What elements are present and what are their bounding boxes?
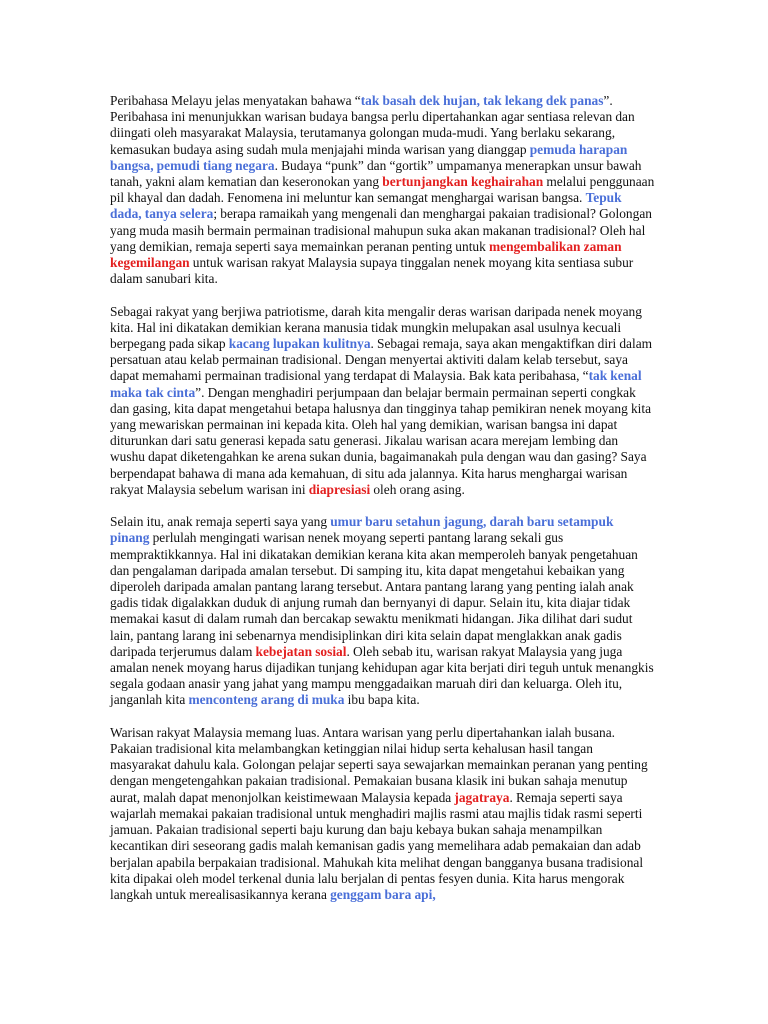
body-text: melalui penggunaan pil khayal dan dadah. Fenomena ini meluntur kan semangat menghargai warisan bangsa. <box>110 174 655 206</box>
paragraph-2 <box>110 304 655 498</box>
body-text: oleh orang asing. <box>370 481 465 497</box>
keyword-highlight: jagatraya <box>454 789 510 805</box>
idiom-highlight: umur baru setahun jagung, darah baru setampuk pinang <box>110 514 614 546</box>
body-text: ”. Dengan menghadiri perjumpaan dan belajar bermain permainan seperti congkak dan gasing, kita dapat mengetahui betapa halusnya dan tingginya tahap pemikiran nenek moyang kita yang mewariskan permainan ini kepada kita. Oleh hal yang demikian, warisan bangsa ini dapat diturunkan dari satu generasi kepada satu generasi. Jikalau warisan acara merejam lembing dan wushu dapat diketengahkan ke arena sukan dunia, bagaimanakah pula dengan wau dan gasing? Saya berpendapat bahawa di mana ada kemahuan, di situ ada jalannya. Kita harus menghargai warisan rakyat Malaysia sebelum warisan ini <box>110 384 652 497</box>
body-text: perlulah mengingati warisan nenek moyang seperti pantang larang sekali gus mempraktikkannya. Hal ini dikatakan demikian kerana kita akan memperoleh banyak pengetahuan dan pengalaman daripada amalan tersebut. Di samping itu, kita dapat mengetahui kebaikan yang diperoleh daripada amalan pantang larang tersebut. Antara pantang larang yang penting ialah anak gadis tidak digalakkan duduk di anjung rumah dan bernyanyi di dapur. Selain itu, kita diajar tidak memakai kasut di dalam rumah dan bercakap sewaktu menikmati hidangan. Jika dilihat dari sudut lain, pantang larang ini sebenarnya mendisiplinkan diri kita selain dapat menglakkan anak gadis daripada terjerumus dalam <box>110 530 638 659</box>
body-text: . Budaya “punk” dan “gortik” umpamanya menerapkan unsur bawah tanah, yakni alam kematian dan keseronokan yang <box>110 157 642 190</box>
paragraph-3 <box>110 514 655 708</box>
keyword-highlight: diapresiasi <box>308 481 371 497</box>
paragraph-4 <box>110 725 655 903</box>
idiom-highlight: genggam bara api, <box>330 886 436 902</box>
keyword-highlight: kebejatan sosial <box>255 643 347 659</box>
body-text: Selain itu, anak remaja seperti saya yang <box>110 514 331 530</box>
idiom-highlight: Tepuk dada, tanya selera <box>110 190 622 222</box>
body-text: ”. Peribahasa ini menunjukkan warisan budaya bangsa perlu dipertahankan agar sentiasa relevan dan diingati oleh masyarakat Malaysia, terutamanya golongan muda-mudi. Yang berlaku sekarang, kemasukan budaya asing sudah mula menjajahi minda warisan yang dianggap <box>110 93 635 157</box>
paragraph-1 <box>110 93 655 287</box>
body-text: Peribahasa Melayu jelas menyatakan bahawa “ <box>110 93 361 108</box>
body-text: . Sebagai remaja, saya akan mengaktifkan diri dalam persatuan atau kelab permainan tradisional. Dengan menyertai aktiviti dalam kelab tersebut, saya dapat memahami permainan tradisional yang terdapat di Malaysia. Bak kata peribahasa, “ <box>110 336 653 384</box>
body-text: Warisan rakyat Malaysia memang luas. Antara warisan yang perlu dipertahankan ialah busana. Pakaian tradisional kita melambangkan ketinggian nilai hidup serta kehalusan hasil tangan masyarakat dahulu kala. Golongan pelajar seperti saya sewajarkan memainkan peranan yang penting dengan mengetengahkan pakaian tradisional. Pemakaian busana klasik ini bukan sahaja menutup aurat, malah dapat menonjolkan keistimewaan Malaysia kepada <box>110 724 648 805</box>
body-text: ; berapa ramaikah yang mengenali dan menghargai pakaian tradisional? Golongan yang muda masih bermain permainan tradisional mahupun suka akan makanan tradisional? Oleh hal yang demikian, remaja seperti saya memainkan peranan penting untuk <box>110 206 652 254</box>
keyword-highlight: bertunjangkan keghairahan <box>382 174 544 190</box>
body-text: ibu bapa kita. <box>344 692 420 708</box>
body-text: untuk warisan rakyat Malaysia supaya tinggalan nenek moyang kita sentiasa subur dalam sanubari kita. <box>110 255 634 287</box>
idiom-highlight: menconteng arang di muka <box>188 692 345 708</box>
idiom-highlight: pemuda harapan bangsa, pemudi tiang negara <box>110 141 628 173</box>
keyword-highlight: mengembalikan zaman kegemilangan <box>110 238 622 271</box>
body-text: . Oleh sebab itu, warisan rakyat Malaysia yang juga amalan nenek moyang harus dijadikan tunjang kehidupan agar kita berjati diri teguh untuk menangkis segala godaan anasir yang jahat yang mampu menggadaikan maruah diri dan keluarga. Oleh itu, janganlah kita <box>110 643 654 708</box>
document-page <box>110 93 655 919</box>
idiom-highlight: tak kenal maka tak cinta <box>110 368 642 400</box>
idiom-highlight: kacang lupakan kulitnya <box>228 336 371 352</box>
body-text: . Remaja seperti saya wajarlah memakai pakaian tradisional untuk menghadiri majlis rasmi atau majlis tidak rasmi seperti jamuan. Pakaian tradisional seperti baju kurung dan baju kebaya bukan sahaja menampilkan kecantikan diri seseorang gadis malah kemanisan gadis yang memelihara adab pemakaian dan adab berjalan apabila berpakaian tradisional. Mahukah kita melihat dengan bangganya busana tradisional kita dipakai oleh model terkenal dunia lalu berjalan di pentas fesyen dunia. Kita harus mengorak langkah untuk merealisasikannya kerana <box>110 789 644 902</box>
idiom-highlight: tak basah dek hujan, tak lekang dek panas <box>360 93 604 108</box>
body-text: Sebagai rakyat yang berjiwa patriotisme, darah kita mengalir deras warisan daripada nenek moyang kita. Hal ini dikatakan demikian kerana manusia tidak mungkin melupakan asal usulnya kecuali berpegang pada sikap <box>110 303 642 352</box>
